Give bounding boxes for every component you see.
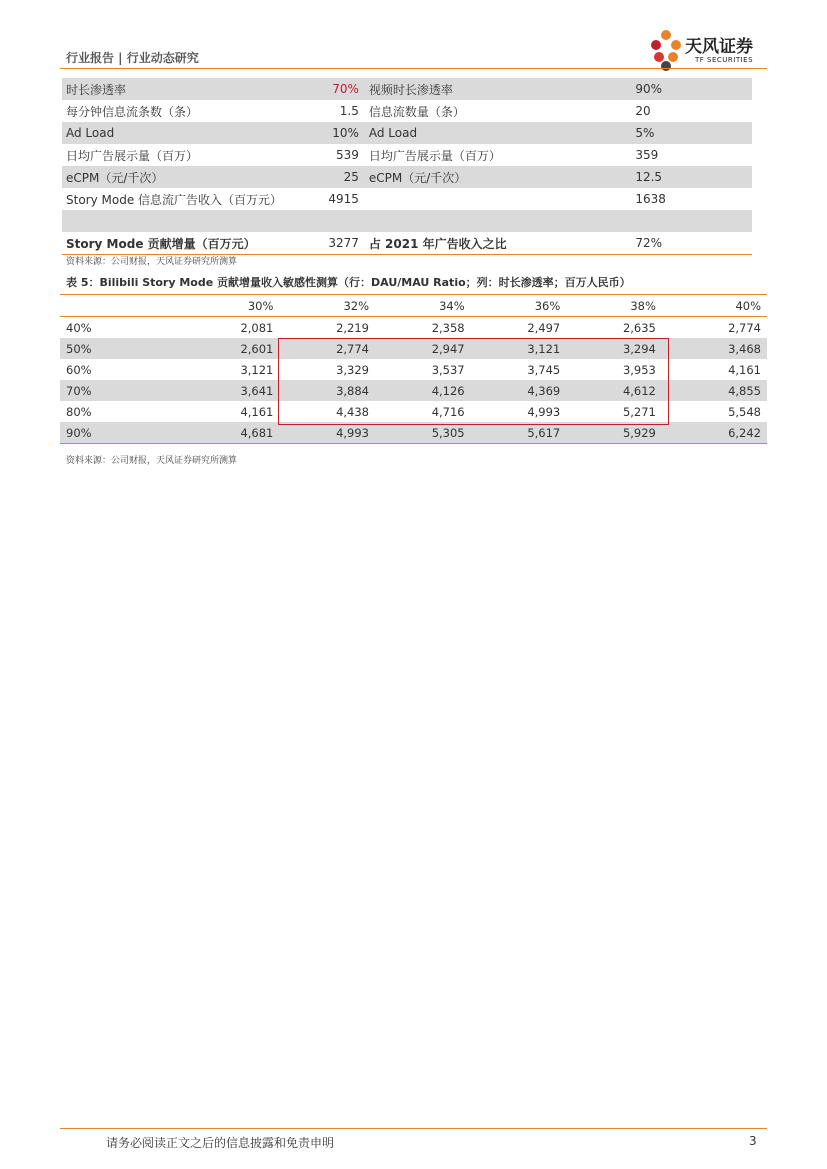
table-cell: 3,468 xyxy=(662,338,767,359)
table-cell: 5,548 xyxy=(728,404,761,419)
table-cell: 3,884 xyxy=(279,380,375,401)
table-row xyxy=(62,122,752,144)
row-value: 3277 xyxy=(324,232,365,255)
row-value-2: 12.5 xyxy=(593,166,752,188)
row-label-2: eCPM（元/千次） xyxy=(365,166,593,188)
table-row xyxy=(62,166,752,188)
row-label-2 xyxy=(365,210,593,232)
table-cell: 2,497 xyxy=(527,320,561,335)
row-header: 70% xyxy=(60,380,184,401)
source-note-1: 资料来源：公司财报，天风证券研究所测算 xyxy=(66,257,238,267)
header-row xyxy=(60,295,767,317)
logo-sub: TF SECURITIES xyxy=(695,56,754,64)
row-label-2: 视频时长渗透率 xyxy=(365,78,593,100)
source-note-2: 资料来源：公司财报，天风证券研究所测算 xyxy=(66,456,238,466)
row-value-2: 5% xyxy=(593,122,752,144)
table-row xyxy=(60,359,767,380)
table-cell: 3,953 xyxy=(622,362,656,377)
table-row xyxy=(60,317,767,339)
row-label-2 xyxy=(365,188,593,210)
footer-divider xyxy=(60,1128,767,1129)
row-value-2: 20 xyxy=(635,104,651,118)
table-cell: 5,271 xyxy=(622,404,656,419)
table-cell: 2,358 xyxy=(431,320,465,335)
table-cell: 4,993 xyxy=(279,422,375,444)
row-value: 4915 xyxy=(328,192,359,206)
assumptions-table xyxy=(62,78,752,255)
footer-disclaimer: 请务必阅读正文之后的信息披露和免责申明 xyxy=(106,1136,335,1150)
logo-name: 天风证券 xyxy=(685,37,753,57)
row-label: Ad Load xyxy=(62,122,324,144)
table-cell: 4,855 xyxy=(662,380,767,401)
table-caption: 表 5：Bilibili Story Mode 贡献增量收入敏感性测算（行：DAU/MAU Ratio；列：时长渗透率；百万人民币） xyxy=(66,276,631,289)
row-label-2: 信息流数量（条） xyxy=(368,104,465,119)
table-row xyxy=(60,422,767,444)
row-value-2: 359 xyxy=(635,148,659,162)
table-cell: 5,305 xyxy=(375,422,471,444)
row-header: 80% xyxy=(66,404,92,419)
corner-cell xyxy=(60,295,184,317)
column-header: 34% xyxy=(375,295,471,317)
row-header: 90% xyxy=(60,422,184,444)
row-label: Story Mode 信息流广告收入（百万元） xyxy=(66,192,283,207)
table-cell: 3,294 xyxy=(566,338,662,359)
row-value: 70% xyxy=(324,78,365,100)
table-cell: 4,716 xyxy=(431,404,465,419)
row-label: eCPM（元/千次） xyxy=(62,166,324,188)
table-cell: 5,617 xyxy=(471,422,567,444)
table-cell: 2,947 xyxy=(375,338,471,359)
row-value: 25 xyxy=(324,166,365,188)
table-row xyxy=(60,380,767,401)
table-cell: 4,126 xyxy=(375,380,471,401)
table-row xyxy=(62,78,752,100)
table-cell: 4,438 xyxy=(336,404,370,419)
row-header: 60% xyxy=(66,362,92,377)
row-label xyxy=(62,210,324,232)
table-row xyxy=(62,144,752,166)
column-header: 38% xyxy=(566,295,662,317)
row-value-2: 1638 xyxy=(635,192,666,206)
row-header: 40% xyxy=(66,320,92,335)
table-cell: 3,537 xyxy=(431,362,465,377)
table-cell: 4,612 xyxy=(566,380,662,401)
table-cell: 2,774 xyxy=(728,320,761,335)
row-value: 1.5 xyxy=(339,104,359,118)
column-header: 32% xyxy=(279,295,375,317)
column-header: 36% xyxy=(471,295,567,317)
table-cell: 4,369 xyxy=(471,380,567,401)
table-cell: 4,161 xyxy=(728,362,761,377)
table-cell: 6,242 xyxy=(662,422,767,444)
row-label: 时长渗透率 xyxy=(62,78,324,100)
logo-petals-icon xyxy=(649,28,683,72)
column-header: 40% xyxy=(662,295,767,317)
table-cell: 5,929 xyxy=(566,422,662,444)
row-value-2: 90% xyxy=(593,78,752,100)
row-value: 10% xyxy=(324,122,365,144)
page-number: 3 xyxy=(749,1134,757,1148)
row-label-2: 占 2021 年广告收入之比 xyxy=(365,232,593,255)
row-value xyxy=(324,210,365,232)
row-label-2: 日均广告展示量（百万） xyxy=(368,148,501,163)
header-divider xyxy=(60,68,767,69)
column-header: 30% xyxy=(184,295,280,317)
row-value: 539 xyxy=(335,148,359,162)
table-cell: 3,121 xyxy=(471,338,567,359)
table-cell: 4,681 xyxy=(184,422,280,444)
row-value-2: 72% xyxy=(593,232,752,255)
table-cell: 2,601 xyxy=(184,338,280,359)
table-cell: 2,081 xyxy=(240,320,274,335)
report-type: 行业报告 | 行业动态研究 xyxy=(66,51,199,65)
table-cell: 2,774 xyxy=(279,338,375,359)
table-row xyxy=(60,338,767,359)
table-row xyxy=(62,210,752,232)
table-cell: 4,161 xyxy=(240,404,274,419)
table-row xyxy=(62,232,752,255)
table-cell: 3,121 xyxy=(240,362,274,377)
row-label: Story Mode 贡献增量（百万元） xyxy=(62,232,324,255)
row-header: 50% xyxy=(60,338,184,359)
sensitivity-table xyxy=(60,294,767,444)
tf-securities-logo xyxy=(649,28,769,72)
row-label-2: Ad Load xyxy=(365,122,593,144)
row-value-2 xyxy=(593,210,752,232)
table-row xyxy=(60,401,767,422)
table-cell: 2,635 xyxy=(622,320,656,335)
table-cell: 3,641 xyxy=(184,380,280,401)
table-cell: 3,329 xyxy=(336,362,370,377)
table-row xyxy=(62,188,752,210)
row-label: 每分钟信息流条数（条） xyxy=(66,104,199,119)
table-row xyxy=(62,100,752,122)
table-cell: 2,219 xyxy=(336,320,370,335)
table-cell: 4,993 xyxy=(527,404,561,419)
table-cell: 3,745 xyxy=(527,362,561,377)
row-label: 日均广告展示量（百万） xyxy=(66,148,199,163)
